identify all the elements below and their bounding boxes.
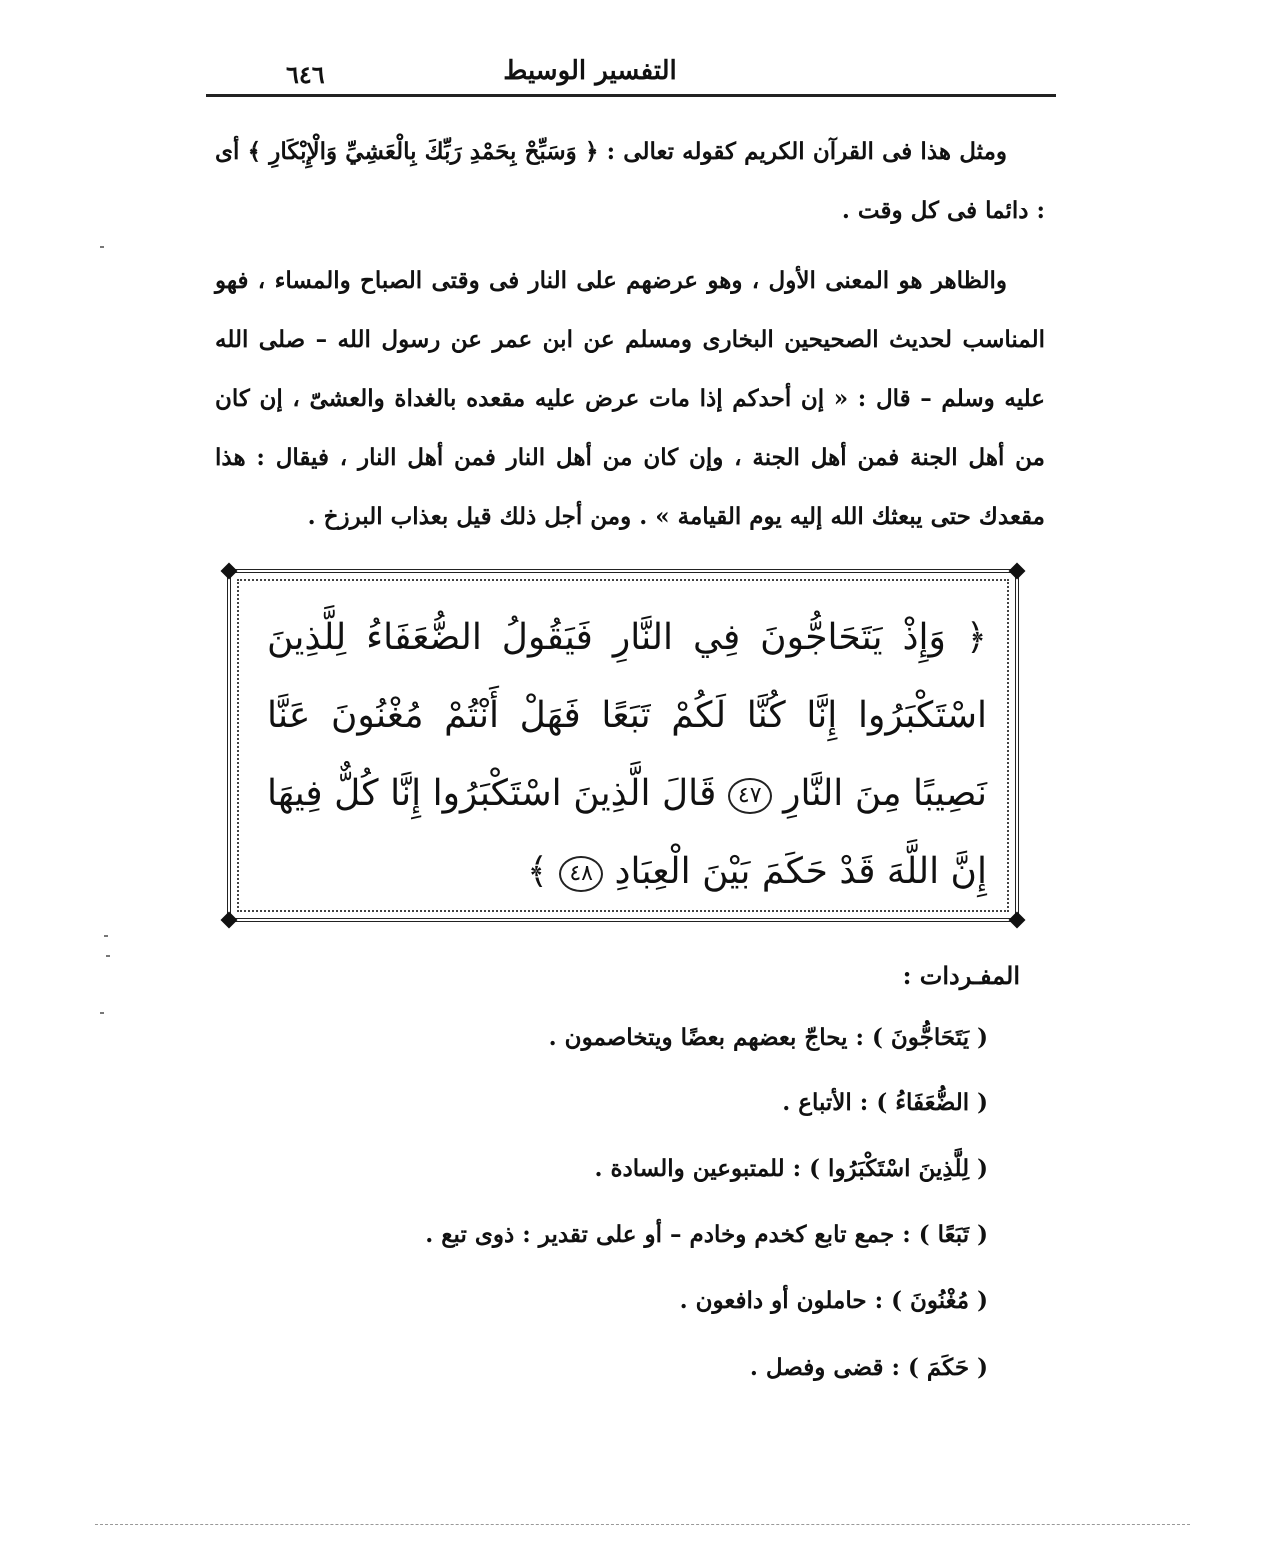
verse-48-text: قَالَ الَّذِينَ اسْتَكْبَرُوا إِنَّا كُلٌّ فِيهَا إِنَّ اللَّهَ قَدْ حَكَمَ بَيْنَ الْعِبَادِ [267,773,987,892]
vocabulary-item [594,1155,988,1182]
vocabulary-heading: المفـردات : [902,961,1020,990]
vocabulary-item [782,1089,988,1116]
vocabulary-definition: : حاملون أو دافعون . [679,1287,884,1314]
vocabulary-definition: : الأتباع . [782,1089,869,1116]
scan-speck [100,1012,104,1014]
verse-47-text: ﴿ وَإِذْ يَتَحَاجُّونَ فِي النَّارِ فَيَقُولُ الضُّعَفَاءُ لِلَّذِينَ اسْتَكْبَرُوا إِنَّا كُنَّا لَكُمْ تَبَعًا فَهَلْ أَنْتُمْ مُغْنُونَ عَنَّا نَصِيبًا مِنَ النَّارِ [267,617,987,814]
paragraph-1 [215,122,1045,240]
vocabulary-definition: : قضى وفصل . [749,1354,900,1381]
quran-verse-text [267,599,987,911]
vocabulary-item [549,1024,988,1051]
quran-verse-frame [227,569,1019,922]
scan-speck [104,935,108,937]
scan-speck [100,246,104,248]
scan-speck [106,955,110,957]
vocabulary-definition: : للمتبوعين والسادة . [594,1155,802,1182]
vocabulary-definition: : يحاجّ بعضهم بعضًا ويتخاصمون . [548,1024,865,1051]
vocabulary-item [680,1287,988,1314]
verse-closing-bracket: ﴾ [526,851,548,892]
frame-corner-ornament [1009,563,1026,580]
frame-corner-ornament [221,912,238,929]
paragraph-2-text: والظاهر هو المعنى الأول ، وهو عرضهم على النار فى وقتى الصباح والمساء ، فهو المناسب لحديث الصحيحين البخارى ومسلم عن ابن عمر عن رسول الله – صلى الله عليه وسلم – قال : « إن أحدكم إذا مات عرض عليه مقعده بالغداة والعشىّ ، إن كان من أهل الجنة فمن أهل الجنة ، وإن كان من أهل النار فمن أهل النار ، فيقال : هذا مقعدك حتى يبعثك الله إليه يوم القيامة » . ومن أجل ذلك قيل بعذاب البرزخ . [215,267,1045,530]
page-number: ٦٤٦ [286,60,325,89]
vocabulary-item [750,1354,988,1381]
frame-corner-ornament [221,563,238,580]
frame-corner-ornament [1009,912,1026,929]
vocabulary-term: ( الضُّعَفَاءُ ) [876,1089,988,1116]
vocabulary-term: ( يَتَحَاجُّونَ ) [872,1024,988,1051]
paragraph-2 [215,251,1045,546]
paragraph-1-text: ومثل هذا فى القرآن الكريم كقوله تعالى : ﴿ وَسَبِّحْ بِحَمْدِ رَبِّكَ بِالْعَشِيِّ وَالْإِبْكَارِ ﴾ أى : دائما فى كل وقت . [215,138,1045,224]
vocabulary-item [425,1221,988,1248]
running-title: التفسير الوسيط [503,56,677,86]
vocabulary-definition: : جمع تابع كخدم وخادم – أو على تقدير : ذوى تبع . [425,1221,911,1248]
ayah-number-marker: ٤٨ [559,856,603,892]
footer-scan-line [95,1524,1190,1525]
vocabulary-term: ( لِلَّذِينَ اسْتَكْبَرُوا ) [809,1155,988,1182]
header-rule [206,94,1056,97]
ayah-number-marker: ٤٧ [728,778,772,814]
vocabulary-term: ( مُغْنُونَ ) [891,1287,988,1314]
vocabulary-term: ( تَبَعًا ) [918,1221,988,1248]
vocabulary-term: ( حَكَمَ ) [907,1354,988,1381]
